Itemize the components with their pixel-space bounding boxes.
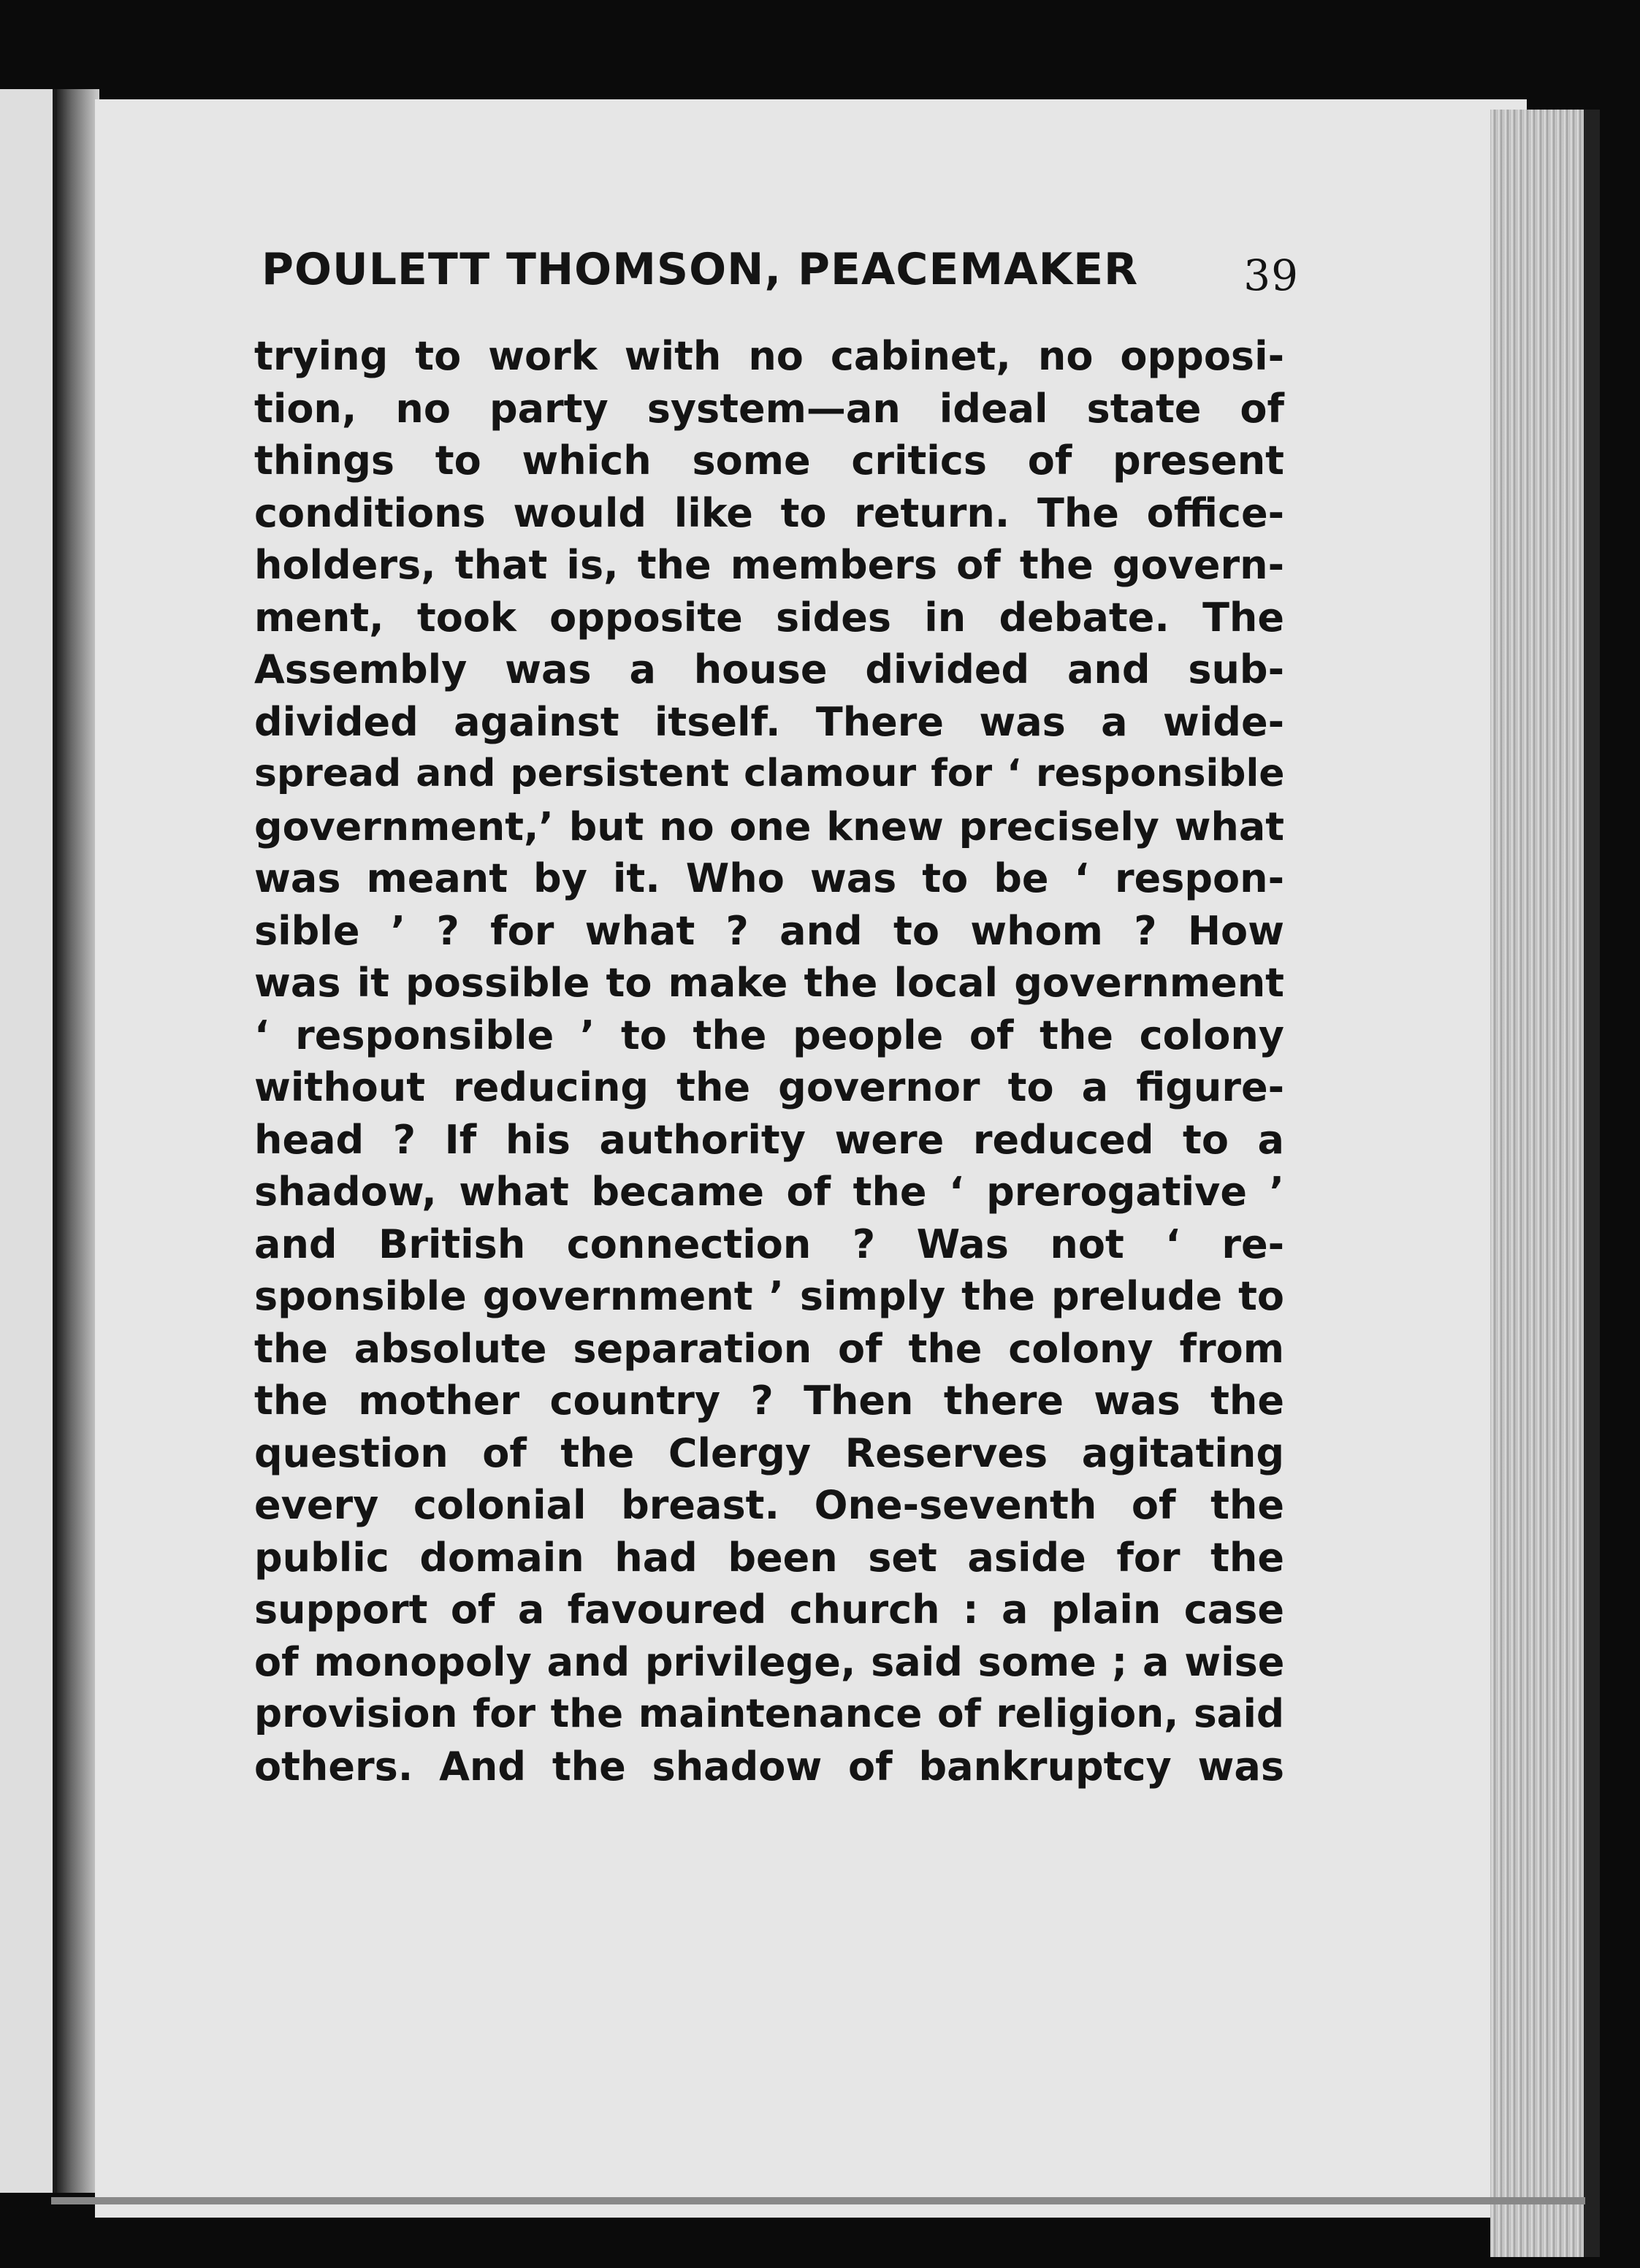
text-line: without reducing the governor to a figure- <box>254 1064 1284 1110</box>
text-line: provision for the maintenance of religion, said <box>254 1691 1284 1736</box>
text-line: government,’ but no one knew precisely what <box>254 803 1284 849</box>
text-line: the mother country ? Then there was the <box>254 1378 1284 1424</box>
text-line: things to which some critics of present <box>254 438 1284 484</box>
text-line: others. And the shadow of bankruptcy was <box>254 1743 1284 1790</box>
text-line: shadow, what became of the ‘ prerogative ’ <box>254 1169 1284 1215</box>
text-line: holders, that is, the members of the govern- <box>254 542 1284 588</box>
body-paragraph <box>254 330 1284 1792</box>
text-line: every colonial breast. One-seventh of the <box>254 1482 1284 1528</box>
text-line: tion, no party system—an ideal state of <box>254 385 1284 432</box>
text-line: spread and persistent clamour for ‘ responsible <box>254 752 1285 795</box>
page-bottom-edge <box>51 2197 1585 2204</box>
text-line: support of a favoured church : a plain case <box>254 1587 1284 1633</box>
text-line: was it possible to make the local government <box>254 960 1284 1006</box>
page-stack-edge <box>1490 110 1600 2257</box>
text-line: trying to work with no cabinet, no opposi- <box>254 333 1284 379</box>
text-line: Assembly was a house divided and sub- <box>254 646 1284 692</box>
text-line: conditions would like to return. The office- <box>254 489 1284 536</box>
page-number: 39 <box>1243 251 1299 300</box>
text-line: public domain had been set aside for the <box>254 1534 1284 1581</box>
text-line: the absolute separation of the colony from <box>254 1325 1284 1372</box>
text-line: divided against itself. There was a wide- <box>254 698 1284 745</box>
text-line: sible ’ ? for what ? and to whom ? How <box>254 907 1284 954</box>
text-line: sponsible government ’ simply the prelude to <box>254 1273 1284 1319</box>
previous-page-edge <box>0 89 57 2193</box>
running-header <box>262 244 1299 300</box>
text-line: question of the Clergy Reserves agitating <box>254 1429 1284 1476</box>
text-line: head ? If his authority were reduced to a <box>254 1116 1284 1163</box>
text-line: and British connection ? Was not ‘ re- <box>254 1221 1284 1267</box>
running-title: POULETT THOMSON, PEACEMAKER <box>262 244 1139 295</box>
text-line: of monopoly and privilege, said some ; a wise <box>254 1638 1285 1685</box>
text-line: was meant by it. Who was to be ‘ respon- <box>254 855 1284 901</box>
text-line: ment, took opposite sides in debate. The <box>254 594 1284 641</box>
text-line: ‘ responsible ’ to the people of the colony <box>254 1012 1284 1058</box>
book-spine-shadow <box>57 89 99 2193</box>
